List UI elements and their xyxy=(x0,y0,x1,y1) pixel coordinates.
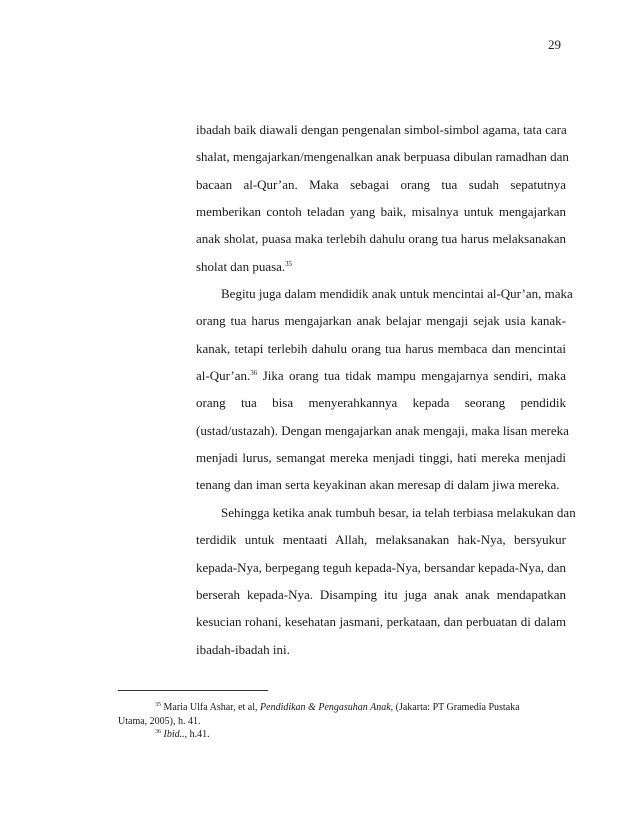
text-line: Begitu juga dalam mendidik anak untuk mencintai al-Qur’an, maka xyxy=(221,286,573,302)
footnote-ref[interactable]: 36 xyxy=(250,369,258,378)
text-line: orang tua harus mengajarkan anak belajar mengaji sejak usia kanak- xyxy=(196,313,566,329)
footnote-number: 36 xyxy=(155,729,161,735)
text-line: shalat, mengajarkan/mengenalkan anak berpuasa dibulan ramadhan dan xyxy=(196,149,569,165)
text-line: bacaan al-Qur’an. Maka sebagai orang tua sudah sepatutnya xyxy=(196,176,566,192)
text-line: (ustad/ustazah). Dengan mengajarkan anak mengaji, maka lisan mereka xyxy=(196,422,569,438)
line-text: Jika orang tua tidak mampu mengajarnya sendiri, maka xyxy=(257,368,566,384)
footnote-continuation: Utama, 2005), h. 41. xyxy=(118,715,201,727)
text-line: menjadi lurus, semangat mereka menjadi tinggi, hati mereka menjadi xyxy=(196,450,566,466)
text-line: berserah kepada-Nya. Disamping itu juga anak anak mendapatkan xyxy=(196,586,566,602)
footnote-source: , h.41. xyxy=(184,729,210,740)
text-line: Sehingga ketika anak tumbuh besar, ia telah terbiasa melakukan dan xyxy=(221,504,576,520)
text-line: terdidik untuk mentaati Allah, melaksanakan hak-Nya, bersyukur xyxy=(196,532,566,548)
text-line: kanak, tetapi terlebih dahulu orang tua harus membaca dan mencintai xyxy=(196,340,566,356)
footnote xyxy=(118,701,566,715)
footnote-number: 35 xyxy=(155,702,161,708)
text-line: kesucian rohani, kesehatan jasmani, perkataan, dan perbuatan di dalam xyxy=(196,614,566,630)
footnote-author: Maria Ulfa Ashar, et al, xyxy=(163,702,261,713)
footnote xyxy=(118,728,566,742)
text-line: tenang dan iman serta keyakinan akan meresap di dalam jiwa mereka. xyxy=(196,477,560,493)
paragraph xyxy=(196,499,576,663)
body-text xyxy=(196,116,576,663)
paragraph xyxy=(196,280,573,499)
text-line xyxy=(196,362,566,389)
footnote-source: , (Jakarta: PT Gramedia Pustaka xyxy=(390,702,520,713)
footnote-title: Pendidikan & Pengasuhan Anak xyxy=(260,702,391,713)
page-number: 29 xyxy=(548,37,561,52)
text-line: kepada-Nya, berpegang teguh kepada-Nya, bersandar kepada-Nya, dan xyxy=(196,559,566,575)
text-line: memberikan contoh teladan yang baik, misalnya untuk mengajarkan xyxy=(196,204,566,220)
text-line: ibadah-ibadah ini. xyxy=(196,641,290,657)
footnote-ref[interactable]: 35 xyxy=(285,259,293,268)
paragraph xyxy=(196,116,569,280)
text-line: ibadah baik diawali dengan pengenalan simbol-simbol agama, tata cara xyxy=(196,122,567,137)
footnote-divider xyxy=(118,690,268,691)
footnotes xyxy=(118,701,566,742)
footnote-title: Ibid.. xyxy=(163,729,185,740)
line-text: al-Qur’an. xyxy=(196,368,251,384)
line-text: sholat dan puasa. xyxy=(196,258,286,274)
text-line: orang tua bisa menyerahkannya kepada seorang pendidik xyxy=(196,395,566,411)
text-line xyxy=(196,253,566,280)
text-line: anak sholat, puasa maka terlebih dahulu orang tua harus melaksanakan xyxy=(196,231,566,247)
